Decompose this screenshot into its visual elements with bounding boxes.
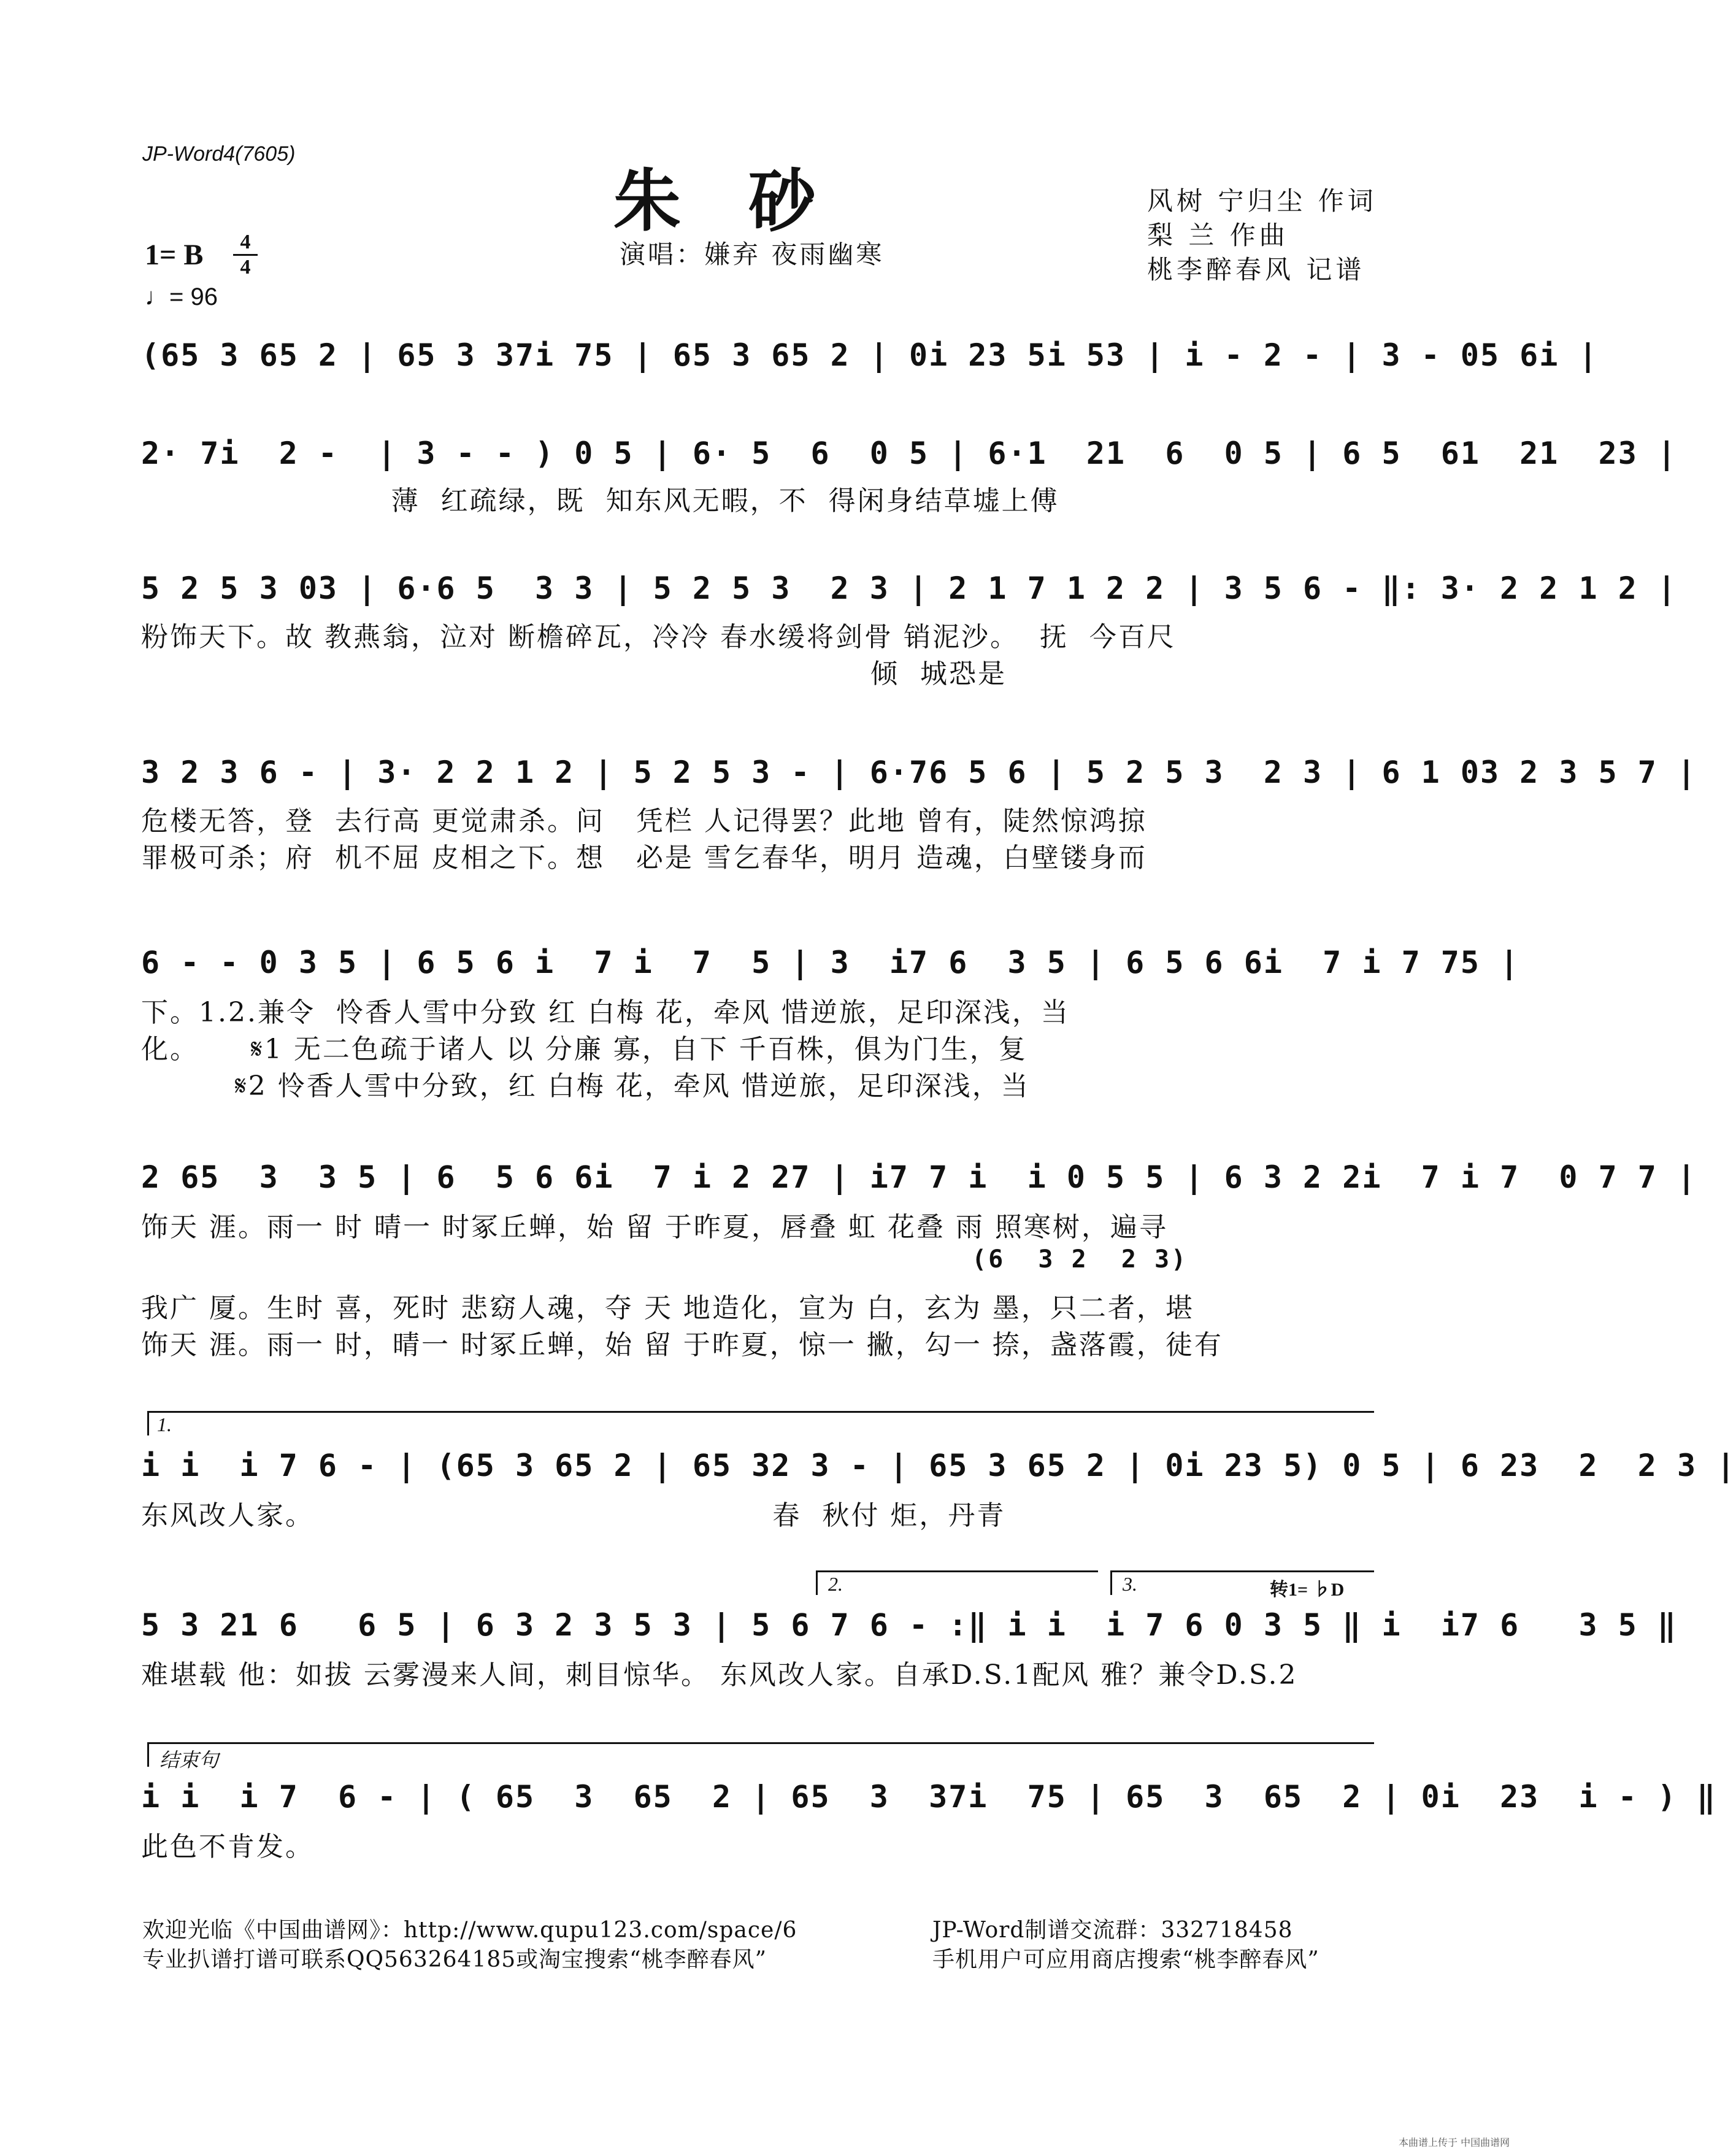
composer-credit: 梨 兰 作曲 xyxy=(1147,220,1289,250)
notation-line: i i i 7 6 - | (65 3 65 2 | 65 32 3 - | 65 3 65 2 | 0i 23 5) 0 5 | 6 23 2 2 3 | xyxy=(141,1448,1736,1483)
lyric-line: 此色不肯发。 xyxy=(141,1831,314,1862)
score-system-2 xyxy=(141,429,1677,528)
key-signature: 1= B xyxy=(145,239,204,271)
credits xyxy=(1147,184,1377,287)
score-system-4 xyxy=(141,748,1697,883)
volta-2-label: 2. xyxy=(828,1573,843,1595)
lyric-line: 危楼无答，登 去行高 更觉肃杀。问 凭栏 人记得罢？此地 曾有，陡然惊鸿掠 xyxy=(141,805,1147,837)
score-system-5 xyxy=(141,939,1520,1116)
time-signature-bottom: 4 xyxy=(240,256,251,279)
notation-line: 5 3 21 6 6 5 | 6 3 2 3 5 3 | 5 6 7 6 - :‖ i i i 7 6 0 3 5 ‖ i i7 6 3 5 ‖ xyxy=(141,1607,1677,1643)
modulation-mark: 转1= ♭D xyxy=(1270,1580,1345,1600)
score-system-7 xyxy=(141,1411,1736,1534)
footer-contact: 专业扒谱打谱可联系QQ563264185或淘宝搜索“桃李醉春风” xyxy=(142,1947,767,1972)
notation-line: 6 - - 0 3 5 | 6 5 6 i 7 i 7 5 | 3 i7 6 3 5 | 6 5 6 6i 7 i 7 75 | xyxy=(141,945,1520,980)
song-title: 朱砂 xyxy=(613,161,883,240)
lyric-line: 倾 城恐是 xyxy=(141,658,1007,690)
lyric-line: 我广 厦。生时 喜，死时 悲窈人魂，夺 天 地造化，宣为 白，玄为 墨，只二者，堪 xyxy=(141,1293,1194,1324)
notation-line: (65 3 65 2 | 65 3 37i 75 | 65 3 65 2 | 0i 23 5i 53 | i - 2 - | 3 - 05 6i | xyxy=(141,337,1599,373)
footer-website: 欢迎光临《中国曲谱网》：http://www.qupu123.com/space/6 xyxy=(142,1918,797,1943)
lyric-line: 饰天 涯。雨一 时，晴一 时冢丘蝉，始 留 于昨夏，惊一 撇，勾一 捺，盏落霞，徒有 xyxy=(141,1329,1223,1361)
lyric-line: 罪极可杀；府 机不屈 皮相之下。想 必是 雪乞春华，明月 造魂，白壁镂身而 xyxy=(141,842,1147,874)
score-system-1 xyxy=(141,331,1599,405)
coda-label: 结束句 xyxy=(159,1749,219,1771)
lyric-line: 𝄋2 怜香人雪中分致，红 白梅 花，牵风 惜逆旅，足印深浅，当 xyxy=(141,1070,1030,1102)
lyric-line: 饰天 涯。雨一 时 晴一 时冢丘蝉，始 留 于昨夏，唇叠 虹 花叠 雨 照寒树，遍寻 xyxy=(141,1212,1168,1243)
software-version: JP-Word4(7605) xyxy=(142,142,296,166)
time-signature-top: 4 xyxy=(240,231,251,253)
footer-group: JP-Word制谱交流群：332718458 xyxy=(932,1918,1293,1943)
lyric-line: 下。1.2.兼令 怜香人雪中分致 红 白梅 花，牵风 惜逆旅，足印深浅，当 xyxy=(141,997,1070,1028)
score-system-3 xyxy=(141,564,1677,699)
footer-app-search: 手机用户可应用商店搜索“桃李醉春风” xyxy=(932,1947,1319,1972)
time-signature xyxy=(233,232,258,278)
notation-line: 5 2 5 3 03 | 6·6 5 3 3 | 5 2 5 3 2 3 | 2 1 7 1 2 2 | 3 5 6 - ‖: 3· 2 2 1 2 | xyxy=(141,571,1677,606)
lyric-line: 化。 𝄋1 无二色疏于诸人 以 分廉 寡，自下 千百株，俱为门生，复 xyxy=(141,1034,1027,1065)
lyric-line: 难堪载 他：如拔 云雾漫来人间，刺目惊华。 东风改人家。自承D.S.1配风 雅？兼令D.S.2 xyxy=(141,1659,1298,1691)
lyric-line: 薄 红疏绿，既 知东风无暇，不 得闲身结草墟上傅 xyxy=(141,485,1059,517)
lyric-line: 东风改人家。 春 秋付 炬，丹青 xyxy=(141,1500,1006,1531)
watermark: 本曲谱上传于 中国曲谱网 xyxy=(1399,2137,1510,2148)
lyricist-credit: 风树 宁归尘 作词 xyxy=(1147,186,1377,216)
notation-line: 3 2 3 6 - | 3· 2 2 1 2 | 5 2 5 3 - | 6·76 5 6 | 5 2 5 3 2 3 | 6 1 03 2 3 5 7 | xyxy=(141,755,1697,790)
lyric-line: 粉饰天下。故 教燕翁，泣对 断檐碎瓦，冷冷 春水缓将剑骨 销泥沙。 抚 今百尺 xyxy=(141,621,1176,653)
notation-line: i i i 7 6 - | ( 65 3 65 2 | 65 3 37i 75 | 65 3 65 2 | 0i 23 i - ) ‖ xyxy=(141,1779,1717,1815)
singer-credit: 演唱：嫌弃 夜雨幽寒 xyxy=(620,239,885,269)
volta-1-label: 1. xyxy=(157,1413,172,1435)
score-system-6 xyxy=(141,1153,1697,1374)
notation-line: 2 65 3 3 5 | 6 5 6 6i 7 i 2 27 | i7 7 i i 0 5 5 | 6 3 2 2i 7 i 7 0 7 7 | xyxy=(141,1159,1697,1195)
alternate-notation: (6 3 2 2 3) xyxy=(141,1245,1188,1274)
notation-line: 2· 7i 2 - | 3 - - ) 0 5 | 6· 5 6 0 5 | 6·1 21 6 0 5 | 6 5 61 21 23 | xyxy=(141,436,1677,471)
volta-3-label: 3. xyxy=(1123,1573,1137,1595)
score-system-8 xyxy=(141,1570,1677,1693)
tempo-marking: ♩= 96 xyxy=(145,283,218,310)
score-system-9 xyxy=(141,1742,1717,1865)
transcriber-credit: 桃李醉春风 记谱 xyxy=(1147,255,1365,285)
